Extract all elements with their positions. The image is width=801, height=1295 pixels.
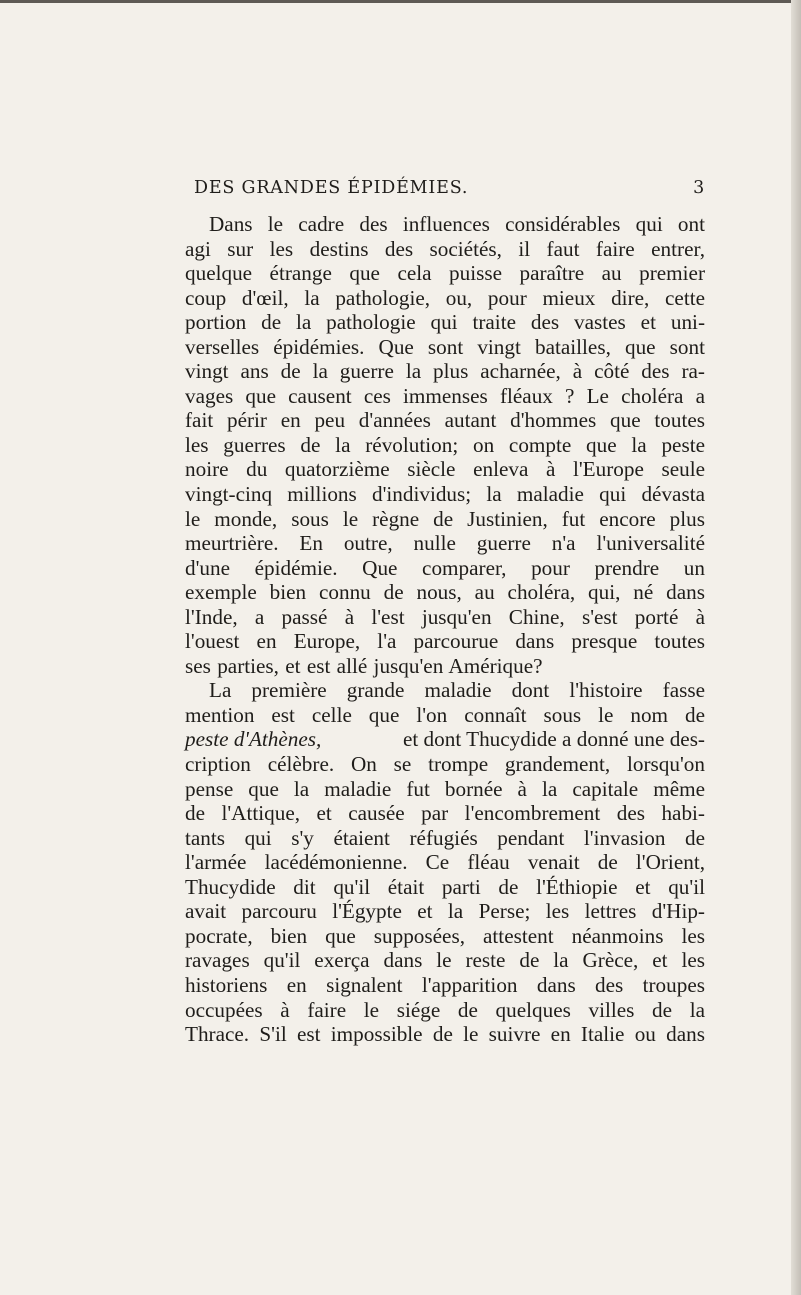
text-line: meurtrière. En outre, nulle guerre n'a l'universalité [185, 531, 705, 556]
text-line: cription célèbre. On se trompe grandement, lorsqu'on [185, 752, 705, 777]
text-line: mention est celle que l'on connaît sous le nom de [185, 702, 705, 727]
text-line: Thrace. S'il est impossible de le suivre en Italie ou dans [185, 1022, 705, 1047]
text-line: occupées à faire le siége de quelques villes de la [185, 997, 705, 1022]
page-number: 3 [693, 178, 705, 198]
text-line: avait parcouru l'Égypte et la Perse; les lettres d'Hip- [185, 899, 705, 924]
text-line: exemple bien connu de nous, au choléra, qui, né dans [185, 580, 705, 605]
text-line: le monde, sous le règne de Justinien, fut encore plus [185, 506, 705, 531]
text-line: noire du quatorzième siècle enleva à l'Europe seule [185, 457, 705, 482]
text-line: pense que la maladie fut bornée à la capitale même [185, 776, 705, 801]
running-head [185, 178, 705, 212]
text-line: peste d'Athènes, et dont Thucydide a donné une des- [185, 727, 705, 752]
text-line: de l'Attique, et causée par l'encombrement des habi- [185, 801, 705, 826]
running-head-title: DES GRANDES ÉPIDÉMIES. [194, 178, 469, 198]
page-top-edge [0, 0, 801, 3]
body-text [185, 212, 705, 1047]
text-line: ses parties, et est allé jusqu'en Amérique? [185, 653, 543, 678]
text-line: les guerres de la révolution; on compte que la peste [185, 432, 705, 457]
text-line: Thucydide dit qu'il était parti de l'Éthiopie et qu'il [185, 874, 705, 899]
book-page [185, 178, 705, 1047]
text-line: historiens en signalent l'apparition dans des troupes [185, 972, 705, 997]
text-line: portion de la pathologie qui traite des vastes et uni- [185, 310, 705, 335]
text-line: vingt-cinq millions d'individus; la maladie qui dévasta [185, 482, 705, 507]
text-line: quelque étrange que cela puisse paraître au premier [185, 261, 705, 286]
text-line: verselles épidémies. Que sont vingt batailles, que sont [185, 334, 705, 359]
text-line: coup d'œil, la pathologie, ou, pour mieux dire, cette [185, 285, 705, 310]
text-line: l'ouest en Europe, l'a parcourue dans presque toutes [185, 629, 705, 654]
text-line: Dans le cadre des influences considérables qui ont [209, 212, 705, 236]
text-line: vages que causent ces immenses fléaux ? Le choléra a [185, 383, 705, 408]
text-line: fait périr en peu d'années autant d'hommes que toutes [185, 408, 705, 433]
page-right-edge [791, 0, 801, 1295]
text-line: d'une épidémie. Que comparer, pour prendre un [185, 555, 705, 580]
text-line: agi sur les destins des sociétés, il faut faire entrer, [185, 236, 705, 261]
text-line: l'Inde, a passé à l'est jusqu'en Chine, s'est porté à [185, 604, 705, 629]
text-line: l'armée lacédémonienne. Ce fléau venait de l'Orient, [185, 850, 705, 875]
text-line: La première grande maladie dont l'histoire fasse [209, 678, 705, 703]
text-line: tants qui s'y étaient réfugiés pendant l'invasion de [185, 825, 705, 850]
italic-title-peste-athenes: peste d'Athènes, [185, 727, 322, 752]
text-line: pocrate, bien que supposées, attestent néanmoins les [185, 923, 705, 948]
text-line: vingt ans de la guerre la plus acharnée, à côté des ra- [185, 359, 705, 384]
text-line: ravages qu'il exerça dans le reste de la Grèce, et les [185, 948, 705, 973]
